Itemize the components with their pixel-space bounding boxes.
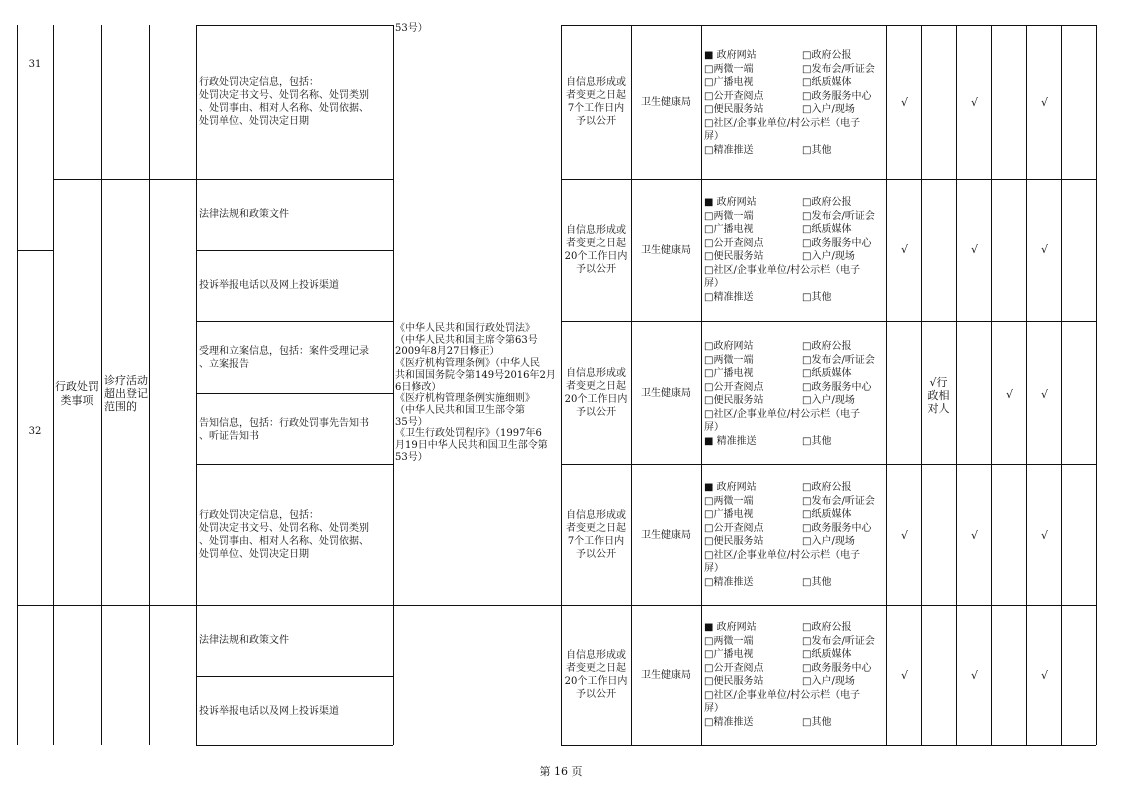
check-mark: √ [1041,243,1049,256]
check-mark: √ [1006,388,1014,401]
check-mark: √ [1041,669,1049,682]
check-mark: √ [1041,529,1049,542]
check-mark: √ [971,529,979,542]
check-mark: √ [901,669,909,682]
row-number-32: 32 [28,426,42,437]
page-number: 第 16 页 [539,765,583,778]
legal-basis-tail: 53号） [395,23,428,34]
responsible-agency: 卫生健康局 [641,245,691,256]
content-item: 投诉举报电话以及网上投诉渠道 [199,706,339,717]
responsible-agency: 卫生健康局 [641,388,691,399]
content-item: 法律法规和政策文件 [199,209,289,220]
row-number-31: 31 [28,59,42,70]
check-mark: √ [1041,388,1049,401]
check-mark: √ [971,669,979,682]
content-item: 行政处罚决定信息，包括： 处罚决定书文号、处罚名称、处罚类别 、处罚事由、相对人名称、处罚依据、 处罚单位、处罚决定日期 [199,510,369,560]
check-mark: √ [971,96,979,109]
channels-right: □政府公报 □发布会/听证会 □纸质媒体 □政务服务中心 □入户/现场 □其他 [802,482,875,588]
responsible-agency: 卫生健康局 [641,530,691,541]
content-item: 投诉举报电话以及网上投诉渠道 [199,280,339,291]
channels-left: ■ 政府网站 □两微一端 □广播电视 □公开查阅点 □便民服务站 □社区/企事业单位/村公示栏（电子 屏） □精准推送 [704,197,861,303]
check-mark: √ [971,243,979,256]
subcategory-cell: 诊疗活动 超出登记 范围的 [104,374,148,413]
channels-left: ■ 政府网站 □两微一端 □广播电视 □公开查阅点 □便民服务站 □社区/企事业单位/村公示栏（电子 屏） □精准推送 [704,50,861,156]
channels-right: □政府公报 □发布会/听证会 □纸质媒体 □政务服务中心 □入户/现场 □其他 [802,622,875,728]
disclosure-period: 自信息形成或 者变更之日起 7个工作日内 予以公开 [566,77,626,127]
check-mark: √ [901,529,909,542]
channels-right: □政府公报 □发布会/听证会 □纸质媒体 □政务服务中心 □入户/现场 □其他 [802,341,875,447]
responsible-agency: 卫生健康局 [641,670,691,681]
content-item: 行政处罚决定信息，包括： 处罚决定书文号、处罚名称、处罚类别 、处罚事由、相对人名称、处罚依据、 处罚单位、处罚决定日期 [199,77,369,127]
channels-right: □政府公报 □发布会/听证会 □纸质媒体 □政务服务中心 □入户/现场 □其他 [802,50,875,156]
content-item: 受理和立案信息，包括：案件受理记录 、立案报告 [199,346,369,370]
disclosure-period: 自信息形成或 者变更之日起 20个工作日内 予以公开 [564,368,628,418]
channels-left: ■ 政府网站 □两微一端 □广播电视 □公开查阅点 □便民服务站 □社区/企事业单位/村公示栏（电子 屏） □精准推送 [704,482,861,588]
legal-basis: 《中华人民共和国行政处罚法》 （中华人民共和国主席令第63号 2009年8月27日修正） 《医疗机构管理条例》（中华人民 共和国国务院令第149号2016年2月 6日修改） 《医疗机构管理条例实施细则》 （中华人民共和国卫生部令第 35号） 《卫生行政处罚程序》（1997年6 月19日中华人民共和国卫生部令第 53号） [395,323,556,463]
disclosure-period: 自信息形成或 者变更之日起 20个工作日内 予以公开 [564,650,628,700]
content-item: 法律法规和政策文件 [199,635,289,646]
disclosure-period: 自信息形成或 者变更之日起 20个工作日内 予以公开 [564,225,628,275]
channels-left: ■ 政府网站 □两微一端 □广播电视 □公开查阅点 □便民服务站 □社区/企事业单位/村公示栏（电子 屏） □精准推送 [704,622,861,728]
check-mark: √ [901,243,909,256]
disclosure-period: 自信息形成或 者变更之日起 7个工作日内 予以公开 [566,510,626,560]
content-item: 告知信息，包括：行政处罚事先告知书 、听证告知书 [199,418,369,442]
check-mark-party: √行 政相 对人 [927,376,950,415]
responsible-agency: 卫生健康局 [641,97,691,108]
check-mark: √ [1041,96,1049,109]
channels-right: □政府公报 □发布会/听证会 □纸质媒体 □政务服务中心 □入户/现场 □其他 [802,197,875,303]
channels-left: □政府网站 □两微一端 □广播电视 □公开查阅点 □便民服务站 □社区/企事业单位/村公示栏（电子 屏） ■ 精准推送 [704,341,861,447]
check-mark: √ [901,96,909,109]
category-cell: 行政处罚 类事项 [55,380,99,407]
